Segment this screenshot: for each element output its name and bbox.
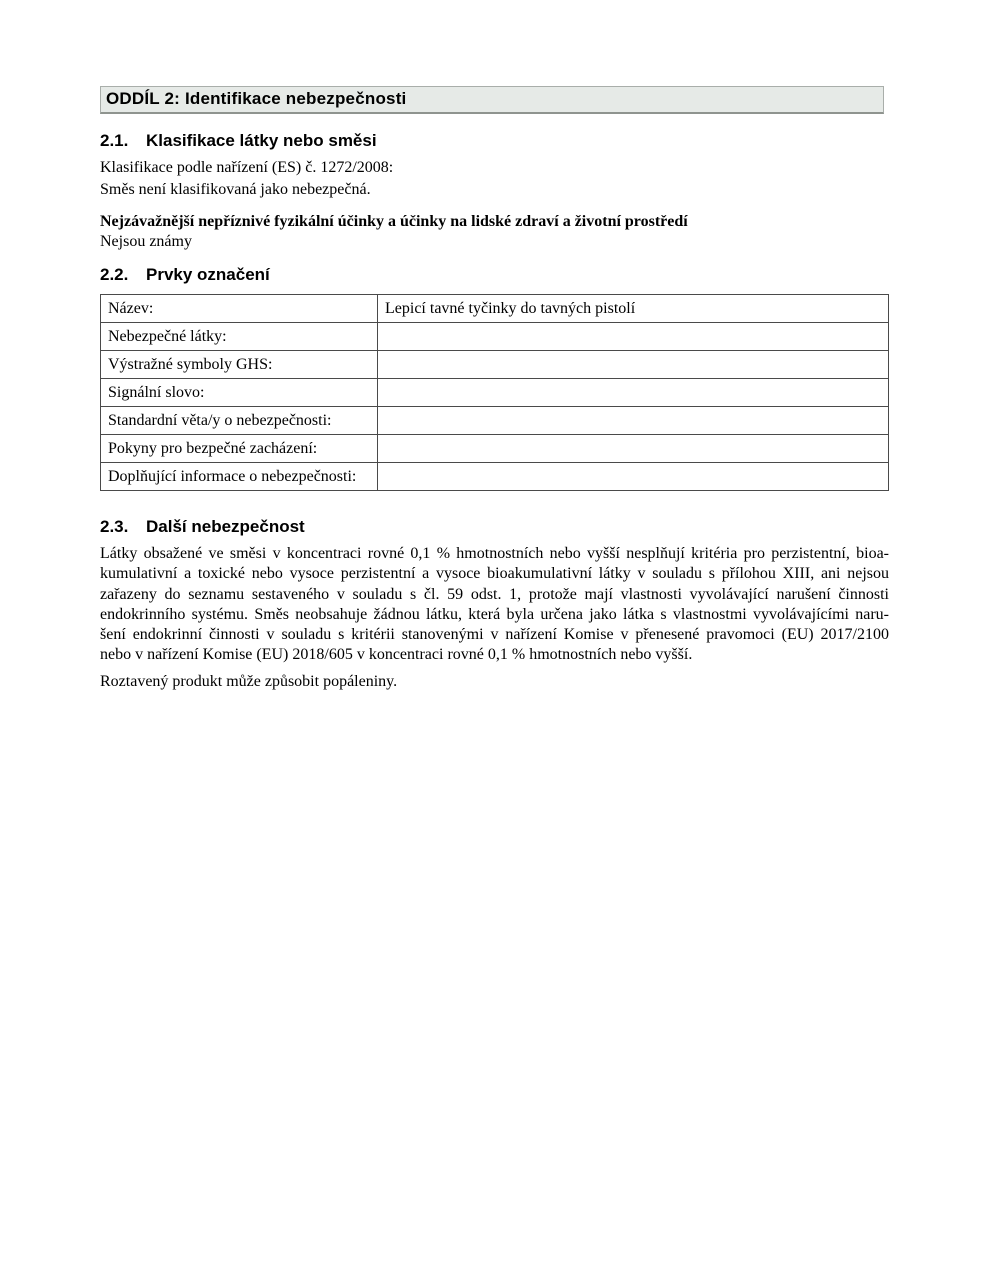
- row-value-cell: Lepicí tavné tyčinky do tavných pistolí: [378, 295, 889, 323]
- table-row: [101, 323, 889, 351]
- paragraph-line: nebo v nařízení Komise (EU) 2018/605 v koncentraci rovné 0,1 % hmotnostních nebo vyšší.: [100, 646, 693, 664]
- document-page: [100, 86, 889, 692]
- classification-result-line: Směs není klasifikovaná jako nebezpečná.: [100, 181, 371, 198]
- row-label-cell: Výstražné symboly GHS:: [101, 351, 378, 379]
- table-row: [101, 407, 889, 435]
- row-value-cell: [378, 407, 889, 435]
- subsection-number-2-2: 2.2.: [100, 265, 129, 284]
- table-row: [101, 379, 889, 407]
- row-value-cell: [378, 379, 889, 407]
- row-value-cell: [378, 351, 889, 379]
- section-2-header-bar: [100, 86, 884, 114]
- row-label-cell: Pokyny pro bezpečné zacházení:: [101, 435, 378, 463]
- subsection-heading-2-3: [100, 517, 889, 537]
- table-row: [101, 295, 889, 323]
- classification-regulation-line: Klasifikace podle nařízení (ES) č. 1272/2008:: [100, 159, 394, 176]
- table-row: [101, 463, 889, 491]
- adverse-effects-value: Nejsou známy: [100, 233, 192, 250]
- row-label-cell: Nebezpečné látky:: [101, 323, 378, 351]
- subsection-number-2-1: 2.1.: [100, 131, 129, 150]
- molten-product-warning-line: Roztavený produkt může způsobit popáleniny.: [100, 672, 398, 690]
- section-2-title: ODDÍL 2: Identifikace nebezpečnosti: [106, 89, 407, 108]
- row-label-cell: Doplňující informace o nebezpečnosti:: [101, 463, 378, 491]
- subsection-heading-2-2: [100, 265, 889, 285]
- table-row: [101, 435, 889, 463]
- paragraph-line: zařazeny do seznamu sestaveného v souladu s čl. 59 odst. 1, protože mají vlastnosti vyvolávající narušení činnosti: [100, 585, 889, 603]
- row-label-cell: Signální slovo:: [101, 379, 378, 407]
- labeling-elements-table: [100, 294, 889, 491]
- row-label-cell: Standardní věta/y o nebezpečnosti:: [101, 407, 378, 435]
- subsection-heading-2-1: [100, 131, 889, 151]
- subsection-title-2-1: Klasifikace látky nebo směsi: [146, 131, 377, 150]
- row-value-cell: [378, 435, 889, 463]
- pbt-assessment-paragraph: [100, 544, 889, 666]
- paragraph-line: Látky obsažené ve směsi v koncentraci rovné 0,1 % hmotnostních nebo vyšší nesplňují kritéria pro perzistentní, bioa-: [100, 545, 889, 562]
- row-label-cell: Název:: [101, 295, 378, 323]
- paragraph-line: šení endokrinní činnosti v souladu s kritérii stanovenými v nařízení Komise v přenesené pravomoci (EU) 2017/2100: [100, 626, 889, 644]
- row-value-cell: [378, 323, 889, 351]
- subsection-number-2-3: 2.3.: [100, 517, 129, 536]
- adverse-effects-heading: Nejzávažnější nepříznivé fyzikální účinky a účinky na lidské zdraví a životní prostředí: [100, 213, 688, 230]
- subsection-title-2-3: Další nebezpečnost: [146, 517, 305, 536]
- paragraph-line: kumulativní a toxické nebo vysoce perzistentní a vysoce bioakumulativní látky v souladu s přílohou XIII, ani nejsou: [100, 565, 889, 583]
- row-value-cell: [378, 463, 889, 491]
- table-row: [101, 351, 889, 379]
- subsection-title-2-2: Prvky označení: [146, 265, 270, 284]
- paragraph-line: endokrinního systému. Směs neobsahuje žádnou látku, která byla určena jako látka s vlastnostmi vyvolávajícími naru-: [100, 605, 889, 623]
